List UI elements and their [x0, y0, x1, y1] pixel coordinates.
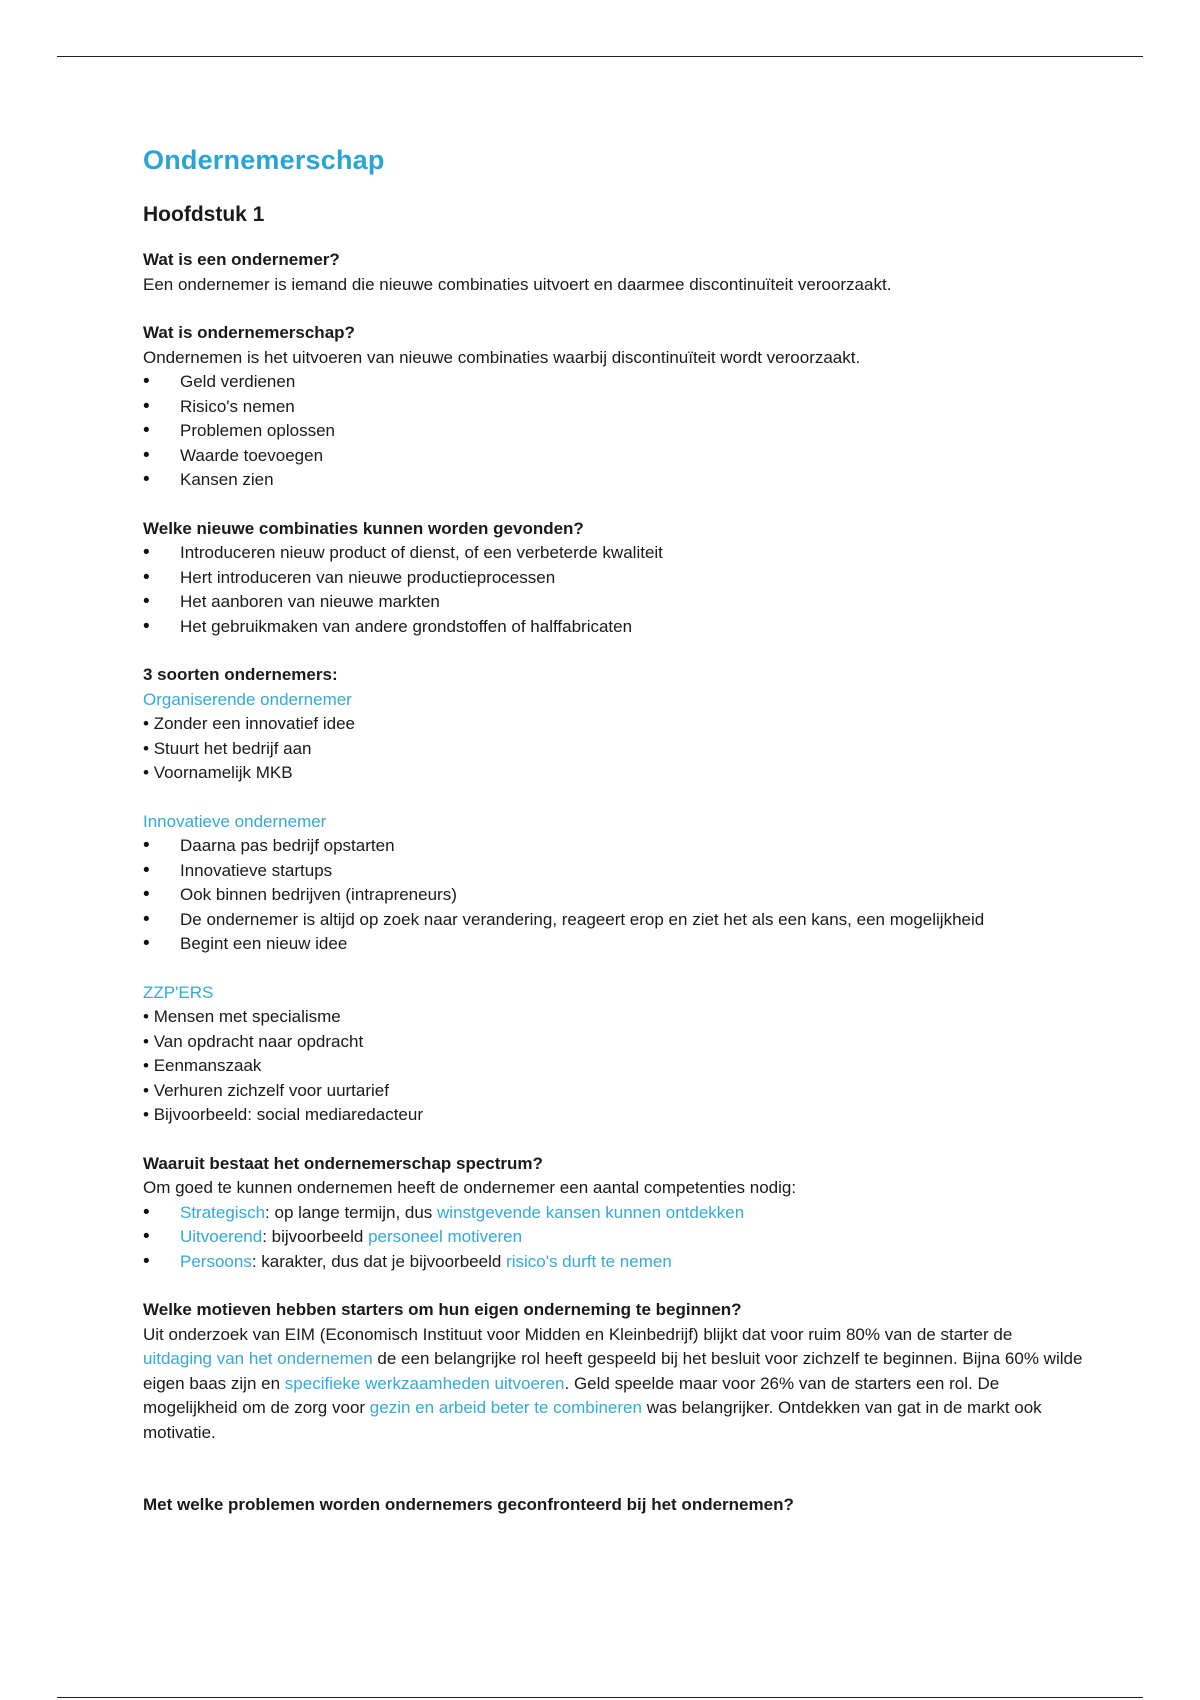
chapter-heading: Hoofdstuk 1	[143, 203, 265, 226]
bullet-list	[143, 1005, 1083, 1128]
subheading-organiserend: Organiserende ondernemer	[143, 689, 352, 709]
question-heading: Waaruit bestaat het ondernemerschap spectrum?	[143, 1153, 543, 1173]
question-heading: 3 soorten ondernemers:	[143, 665, 338, 684]
list-item: • Eenmanszaak	[143, 1054, 1083, 1079]
bottom-rule	[57, 1697, 1143, 1698]
list-item: • Zonder een innovatief idee	[143, 712, 1083, 737]
question-heading: Welke motieven hebben starters om hun eigen onderneming te beginnen?	[143, 1300, 742, 1319]
top-rule	[57, 56, 1143, 57]
highlight-text: specifieke werkzaamheden uitvoeren	[284, 1373, 565, 1393]
list-item: • Het gebruikmaken van andere grondstoffen of halffabricaten	[143, 615, 1083, 640]
question-heading: Wat is ondernemerschap?	[143, 323, 355, 342]
paragraph: Ondernemen is het uitvoeren van nieuwe combinaties waarbij discontinuïteit wordt veroorzaakt.	[143, 347, 861, 367]
question-heading: Met welke problemen worden ondernemers geconfronteerd bij het ondernemen?	[143, 1495, 794, 1514]
highlight-text: winstgevende kansen kunnen ontdekken	[437, 1202, 745, 1222]
list-item: • Geld verdienen	[143, 370, 1083, 395]
paragraph: Om goed te kunnen ondernemen heeft de ondernemer een aantal competenties nodig:	[143, 1178, 797, 1197]
list-item: • Mensen met specialisme	[143, 1005, 1083, 1030]
list-item: • De ondernemer is altijd op zoek naar verandering, reageert erop en ziet het als een kans, een mogelijkheid	[143, 908, 1083, 933]
list-item: • Begint een nieuw idee	[143, 932, 1083, 957]
question-heading: Wat is een ondernemer?	[143, 250, 340, 269]
list-item: • Hert introduceren van nieuwe productieprocessen	[143, 566, 1083, 591]
bullet-list	[143, 712, 1083, 786]
bullet-list	[143, 370, 1083, 493]
list-item: • Risico's nemen	[143, 395, 1083, 420]
list-item: • Ook binnen bedrijven (intrapreneurs)	[143, 883, 1083, 908]
document-title: Ondernemerschap	[143, 145, 385, 175]
list-item: • Verhuren zichzelf voor uurtarief	[143, 1079, 1083, 1104]
highlight-text: gezin en arbeid beter te combineren	[369, 1398, 642, 1417]
list-item: • Bijvoorbeeld: social mediaredacteur	[143, 1103, 1083, 1128]
list-item: • Voornamelijk MKB	[143, 761, 1083, 786]
competency-term: Persoons	[180, 1251, 252, 1271]
list-item: • Strategisch: op lange termijn, dus winstgevende kansen kunnen ontdekken	[143, 1201, 1083, 1226]
competency-list	[143, 1201, 1083, 1275]
paragraph: Uit onderzoek van EIM (Economisch Instituut voor Midden en Kleinbedrijf) blijkt dat voor ruim 80% van de starter de uitdaging van het ondernemen de een belangrijke rol heeft gespeeld bij het besluit voor zichzelf te beginnen. Bijna 60% wilde eigen baas zijn en specifieke werkzaamheden uitvoeren. Geld speelde maar voor 26% van de starters een rol. De mogelijkheid om de zorg voor gezin en arbeid beter te combineren was belangrijker. Ontdekken van gat in de markt ook motivatie.	[143, 1324, 1083, 1442]
competency-term: Strategisch	[180, 1202, 266, 1222]
list-item: • Daarna pas bedrijf opstarten	[143, 834, 1083, 859]
list-item: • Introduceren nieuw product of dienst, of een verbeterde kwaliteit	[143, 541, 1083, 566]
list-item: • Waarde toevoegen	[143, 444, 1083, 469]
highlight-text: risico's durft te nemen	[506, 1251, 672, 1271]
list-item: • Problemen oplossen	[143, 419, 1083, 444]
list-item: • Persoons: karakter, dus dat je bijvoorbeeld risico's durft te nemen	[143, 1250, 1083, 1275]
question-heading: Welke nieuwe combinaties kunnen worden gevonden?	[143, 518, 584, 538]
list-item: • Innovatieve startups	[143, 859, 1083, 884]
subheading-zzp: ZZP'ERS	[143, 982, 214, 1002]
subheading-innovatief: Innovatieve ondernemer	[143, 811, 327, 831]
bullet-list	[143, 541, 1083, 639]
list-item: • Uitvoerend: bijvoorbeeld personeel motiveren	[143, 1225, 1083, 1250]
list-item: • Het aanboren van nieuwe markten	[143, 590, 1083, 615]
highlight-text: personeel motiveren	[368, 1227, 523, 1246]
competency-term: Uitvoerend	[180, 1227, 263, 1246]
document-body	[143, 140, 1083, 1518]
list-item: • Van opdracht naar opdracht	[143, 1030, 1083, 1055]
bullet-list	[143, 834, 1083, 957]
list-item: • Stuurt het bedrijf aan	[143, 737, 1083, 762]
paragraph: Een ondernemer is iemand die nieuwe combinaties uitvoert en daarmee discontinuïteit veroorzaakt.	[143, 274, 892, 294]
list-item: • Kansen zien	[143, 468, 1083, 493]
highlight-text: uitdaging van het ondernemen	[143, 1349, 373, 1368]
